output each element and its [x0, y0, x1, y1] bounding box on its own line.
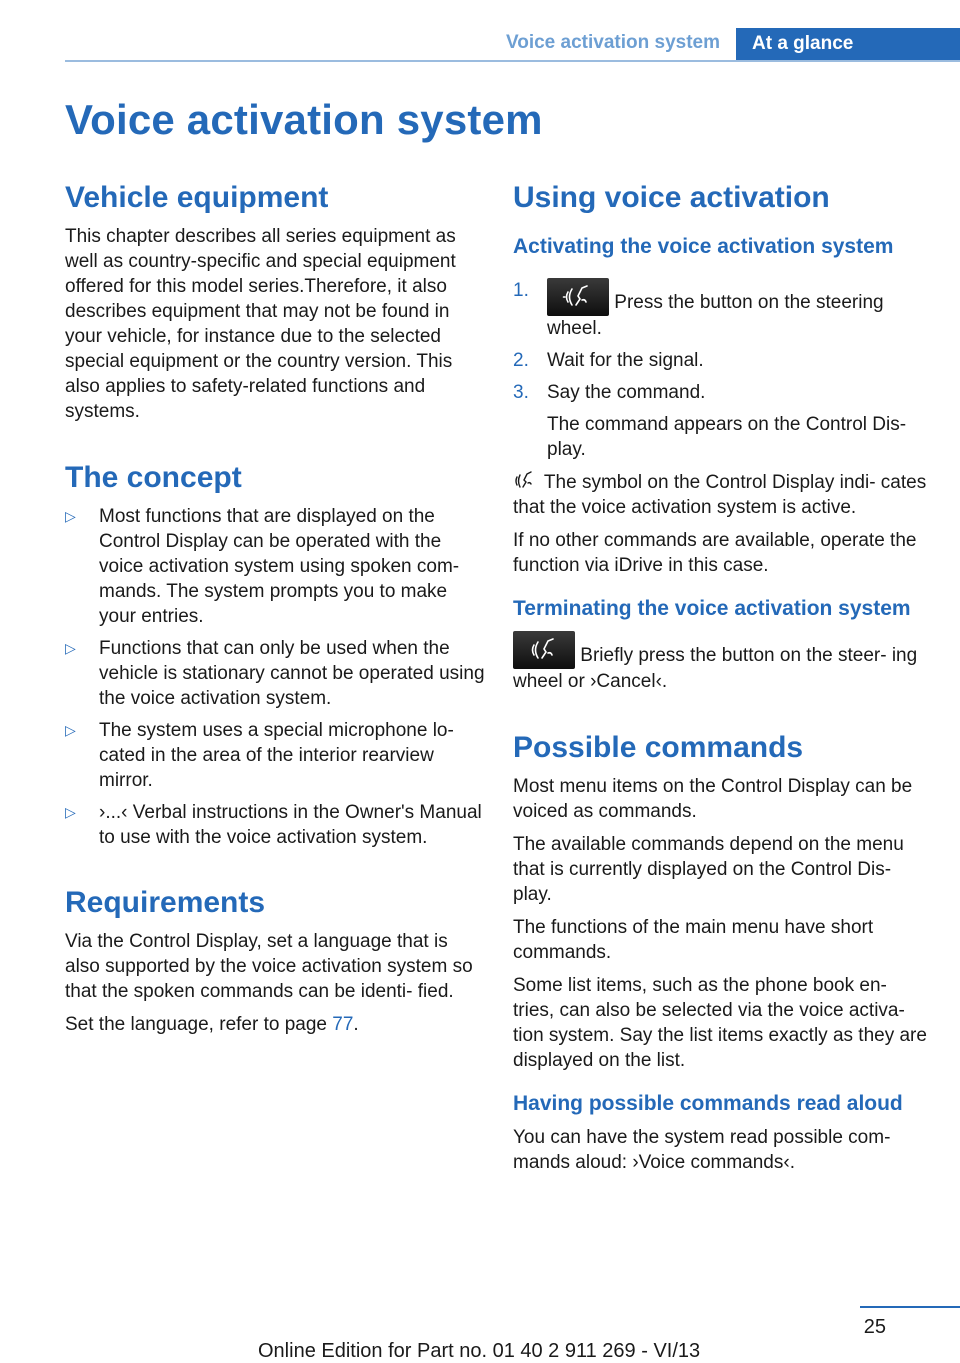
list-item: 2. Wait for the signal.	[513, 350, 704, 372]
list-item: ▷ The system uses a special microphone lo‐ cated in the area of the interior rearview mirror.	[65, 720, 454, 791]
concept-bullets	[65, 504, 485, 850]
header-chapter-tab: At a glance	[736, 28, 960, 62]
activating-heading: Activating the voice activation system	[513, 235, 894, 258]
header-rule	[65, 60, 960, 62]
list-item: ▷ Most functions that are displayed on the Control Display can be operated with the voice activation system using spoken com‐ mands. The system prompts you to make your entries.	[65, 506, 460, 627]
bullet-marker: ▷	[65, 508, 76, 524]
footer-edition: Online Edition for Part no. 01 40 2 911 269 - VI/13	[258, 1340, 701, 1362]
activation-steps	[513, 278, 933, 462]
list-item: 1. Press the button on the steering wheel.	[513, 280, 884, 340]
page-reference-link[interactable]: 77	[332, 1014, 354, 1035]
left-column	[65, 180, 485, 1045]
list-item: ▷ ›...‹ Verbal instructions in the Owner's Manual to use with the voice activation system.	[65, 802, 482, 848]
requirements-reference: Set the language, refer to page 77.	[65, 1014, 359, 1035]
no-commands-text: If no other commands are available, operate the function via iDrive in this case.	[513, 530, 917, 577]
terminating-text: Briefly press the button on the steer‐ ing wheel or ›Cancel‹.	[513, 631, 933, 694]
footer-rule	[860, 1306, 960, 1308]
possible-text-3: The functions of the main menu have short commands.	[513, 916, 874, 963]
terminating-heading: Terminating the voice activation system	[513, 597, 911, 621]
header-section-title: Voice activation system	[505, 32, 720, 53]
possible-text-4: Some list items, such as the phone book en‐ tries, can also be selected via the voice activa‐ tion system. Say the list items exactly as they are displayed on the list.	[513, 974, 927, 1071]
using-voice-heading: Using voice activation	[513, 181, 830, 214]
bullet-marker: ▷	[65, 722, 76, 738]
vehicle-equipment-heading: Vehicle equipment	[65, 181, 329, 214]
possible-commands-heading: Possible commands	[513, 730, 804, 764]
symbol-text: The symbol on the Control Display indi‐ cates that the voice activation system is active.	[513, 469, 933, 520]
list-item: 3. Say the command. The command appears on the Control Dis‐ play.	[513, 380, 933, 462]
read-aloud-heading: Having possible commands read aloud	[513, 1091, 903, 1115]
list-item: ▷ Functions that can only be used when the vehicle is stationary cannot be operated using the voice activation system.	[65, 638, 485, 709]
voice-button-icon	[547, 278, 609, 316]
bullet-marker: ▷	[65, 640, 76, 656]
read-aloud-text: You can have the system read possible com‐ mands aloud: ›Voice commands‹.	[513, 1126, 891, 1173]
possible-text-1: Most menu items on the Control Display can be voiced as commands.	[513, 775, 913, 822]
page-title: Voice activation system	[65, 96, 543, 143]
page-number: 25	[863, 1316, 886, 1338]
concept-heading: The concept	[65, 461, 242, 494]
right-column	[513, 180, 933, 1183]
requirements-text: Via the Control Display, set a language that is also supported by the voice activation system so that the spoken commands can be identi‐ fied.	[65, 931, 473, 1002]
voice-symbol-icon	[513, 469, 539, 491]
vehicle-equipment-text: This chapter describes all series equipment as well as country-specific and special equipment offered for this model series.Therefore, it also describes equipment that may not be found in your vehicle, for instance due to the selected special equipment or the country version. This also applies to safety-related functions and systems.	[65, 226, 456, 422]
bullet-marker: ▷	[65, 804, 76, 820]
step3-extra: The command appears on the Control Dis‐ play.	[547, 414, 907, 461]
page-header	[65, 28, 960, 62]
requirements-heading: Requirements	[65, 886, 266, 919]
voice-button-icon	[513, 631, 575, 669]
possible-text-2: The available commands depend on the menu that is currently displayed on the Control Dis‐ play.	[513, 833, 904, 905]
